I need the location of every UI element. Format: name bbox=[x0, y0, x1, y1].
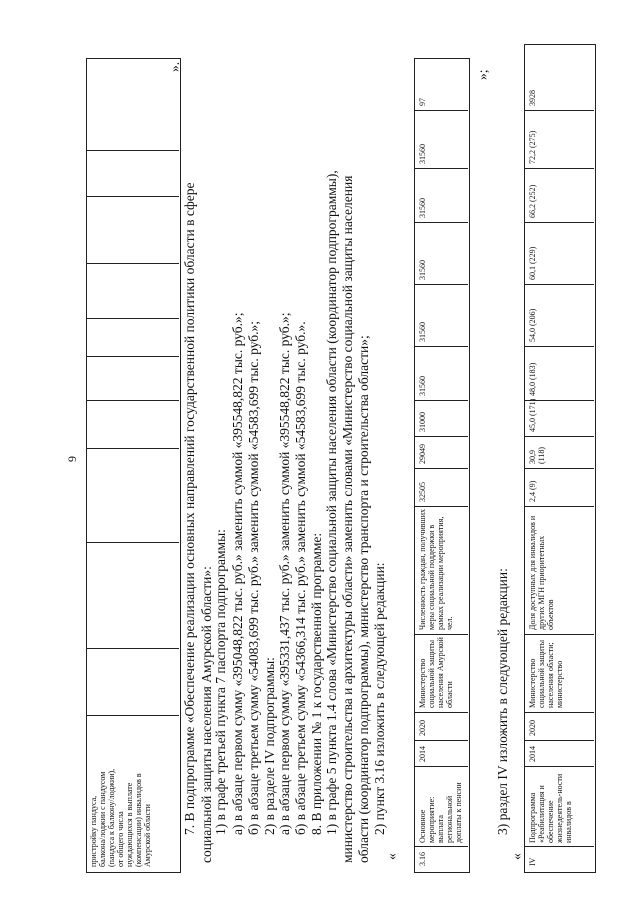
row-iv-rule bbox=[524, 766, 594, 767]
row-316-indicator: Численность граждан, получивших меры социальной поддержки в рамках реализации мероприятия, чел. bbox=[418, 509, 454, 630]
text-line-3: 1) в графе третьей пункта 7 паспорта подпрограммы: bbox=[213, 529, 228, 835]
row-iv-value: 30,9 (118) bbox=[528, 446, 546, 464]
text-line-1: 7. В подпрограмме «Обеспечение реализации основных направлений государственной политики области в сфере bbox=[182, 182, 197, 835]
row-316-executor: Министерство социальной защиты населения Амурской области bbox=[418, 637, 454, 708]
row-iv-value: 2,4 (9) bbox=[528, 480, 537, 502]
top-table-rule bbox=[86, 648, 179, 649]
row-316-year-start: 2014 bbox=[418, 746, 427, 762]
row-316-value: 31560 bbox=[418, 322, 427, 342]
top-table-rule bbox=[86, 448, 179, 449]
row-316-value: 31560 bbox=[418, 144, 427, 164]
item-3: 3) раздел IV изложить в следующей редакции: bbox=[495, 568, 510, 835]
text-line-10: 1) в графе 5 пункта 1.4 слова «Министерство социальной защиты населения области (координатор подпрограммы), bbox=[324, 170, 339, 835]
row-316-num: 3.16 bbox=[418, 852, 427, 866]
row-316-value: 31560 bbox=[418, 260, 427, 280]
row-316-open-quote: « bbox=[384, 853, 399, 860]
text-line-13: 2) пункт 3.16 изложить в следующей редакции: bbox=[372, 562, 387, 835]
row-iv-value: 54,0 (206) bbox=[528, 308, 537, 342]
top-table-rule bbox=[86, 356, 179, 357]
row-iv-name: Подпрограмма «Реабилитация и обеспечение жизнедеятель-ности инвалидов в bbox=[528, 773, 573, 843]
top-table-rule bbox=[86, 542, 179, 543]
row-316-year-end: 2020 bbox=[418, 720, 427, 736]
text-line-9: 8. В приложении № 1 к государственной программе: bbox=[309, 532, 324, 835]
row-iv-value: 72,2 (275) bbox=[528, 130, 537, 164]
row-iv-value: 66,2 (252) bbox=[528, 184, 537, 218]
row-iv-indicator: Доля доступных для инвалидов и других МГН приоритетных объектов bbox=[528, 515, 555, 630]
row-iv-open-quote: « bbox=[509, 853, 524, 860]
row-iv-year-end: 2020 bbox=[528, 720, 537, 736]
text-line-8: б) в абзаце третьем сумму «54366,314 тыс. руб.» заменить суммой «54583,699 тыс. руб.». bbox=[293, 321, 308, 835]
top-table-closing: ». bbox=[167, 61, 182, 72]
row-iv-value: 60,1 (229) bbox=[528, 246, 537, 280]
page-number: 9 bbox=[65, 456, 79, 462]
row-316-value: 31560 bbox=[418, 376, 427, 396]
row-316-value: 31560 bbox=[418, 198, 427, 218]
top-table-caption: пристройку пандуса, балкона/лоджии с пандусом (пандуса к балкону/лоджии), от общего числа нуждающихся в выплате (компенсации) инвалидов в Амурской области bbox=[89, 768, 152, 867]
top-table-rule bbox=[86, 150, 179, 151]
text-line-11: министерство строительства и архитектуры области» заменить словами «Министерство социальной защиты населения bbox=[340, 175, 355, 863]
row-316-rule bbox=[414, 766, 468, 767]
row-316-value: 29049 bbox=[418, 444, 427, 464]
text-line-2: социальной защиты населения Амурской области»: bbox=[199, 566, 214, 863]
text-line-5: б) в абзаце третьем сумму «54083,699 тыс. руб.» заменить суммой «54583,699 тыс. руб.»; bbox=[246, 320, 261, 835]
row-316-value: 32505 bbox=[418, 482, 427, 502]
row-316-value: 97 bbox=[418, 98, 427, 106]
row-iv-year-start: 2014 bbox=[528, 746, 537, 762]
text-line-7: а) в абзаце первом сумму «395331,437 тыс. руб.» заменить суммой «395548,822 тыс. руб.»; bbox=[277, 312, 292, 835]
top-table-rule bbox=[86, 196, 179, 197]
row-iv-value: 48,0 (183) bbox=[528, 362, 537, 396]
text-line-12: области (координатор подпрограммы), министерство транспорта и строительства области»; bbox=[356, 335, 371, 863]
row-316-closing: »; bbox=[475, 69, 490, 80]
row-iv-executor: Министерство социальной защиты населения области; министерство bbox=[528, 640, 564, 708]
top-table-rule bbox=[86, 318, 179, 319]
row-iv-value: 3928 bbox=[528, 90, 537, 106]
row-316-value: 31000 bbox=[418, 412, 427, 432]
row-iv-value: 45,0 (171) bbox=[528, 398, 537, 432]
top-table-rule bbox=[86, 715, 179, 716]
top-table-rule bbox=[86, 400, 179, 401]
row-iv-num: IV bbox=[528, 857, 537, 866]
row-316-name: Основное мероприятие: выплата региональной доплаты к пенсии bbox=[418, 782, 463, 843]
text-line-4: а) в абзаце первом сумму «395048,822 тыс. руб.» заменить суммой «395548,822 тыс. руб.»; bbox=[230, 312, 245, 835]
text-line-6: 2) в разделе IV подпрограммы: bbox=[262, 657, 277, 835]
top-table-rule bbox=[86, 263, 179, 264]
